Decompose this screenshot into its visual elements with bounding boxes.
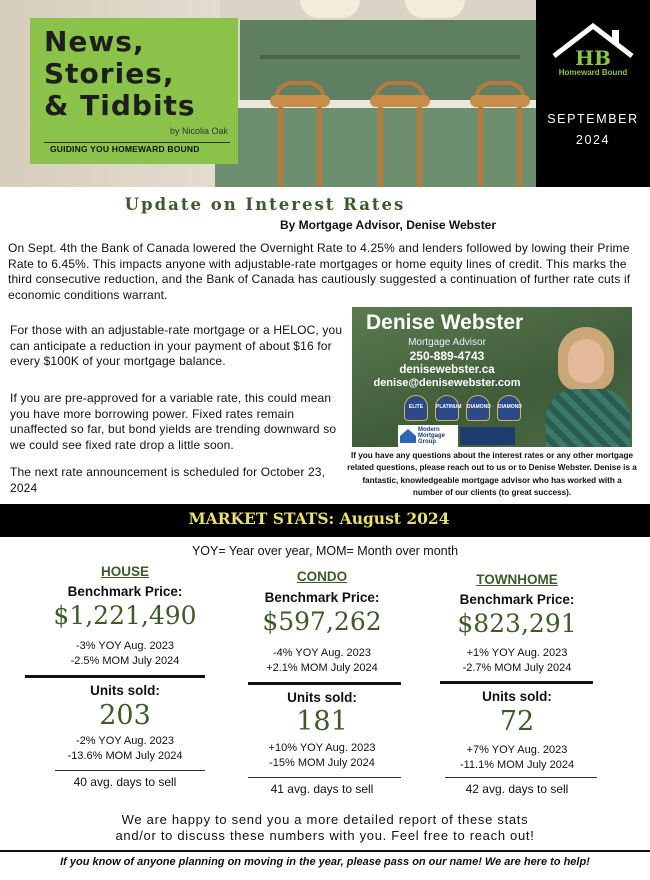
award-badge-icon: PLATINUM xyxy=(435,395,459,421)
price-yoy: -3% YOY Aug. 2023 xyxy=(75,640,175,652)
tagline: GUIDING YOU HOMEWARD BOUND xyxy=(50,144,200,154)
article-paragraph: The next rate announcement is scheduled for October 23, 2024 xyxy=(10,465,326,495)
award-badge-icon: DIAMOND xyxy=(497,395,521,421)
advisor-email: denise@denisewebster.com xyxy=(373,377,521,389)
article-title: Update on Interest Rates xyxy=(124,195,406,214)
issue-year: 2024 xyxy=(575,133,611,147)
divider xyxy=(440,681,593,684)
divider xyxy=(55,770,205,771)
days-to-sell: 40 avg. days to sell xyxy=(73,775,177,789)
condo-stats xyxy=(212,0,432,880)
units-mom: -11.1% MOM July 2024 xyxy=(459,759,575,771)
advisor-phone: 250-889-4743 xyxy=(409,349,485,363)
divider xyxy=(0,850,650,852)
units-sold: 72 xyxy=(499,706,535,737)
price-yoy: +1% YOY Aug. 2023 xyxy=(466,647,568,659)
award-badge-icon: ELITE xyxy=(404,395,428,421)
divider xyxy=(248,777,401,778)
units-yoy: +7% YOY Aug. 2023 xyxy=(466,744,568,756)
advisor-website: denisewebster.ca xyxy=(399,364,495,376)
divider xyxy=(445,777,597,778)
benchmark-label: Benchmark Price: xyxy=(67,584,183,599)
units-mom: -13.6% MOM July 2024 xyxy=(67,750,183,762)
issue-month: SEPTEMBER xyxy=(547,112,639,126)
units-yoy: +10% YOY Aug. 2023 xyxy=(268,742,376,754)
award-badge-icon: DIAMOND xyxy=(466,395,490,421)
price-mom: -2.5% MOM July 2024 xyxy=(70,655,180,667)
closing-message: We are happy to send you a more detailed report of these stats and/or to discuss these numbers with you. Feel free to reach out! xyxy=(115,812,535,843)
units-label: Units sold: xyxy=(90,683,160,698)
article-author: By Mortgage Advisor, Denise Webster xyxy=(279,218,497,232)
units-sold: 181 xyxy=(296,706,348,737)
logo-text: Homeward Bound xyxy=(558,68,628,77)
units-label: Units sold: xyxy=(482,689,552,704)
article-intro: On Sept. 4th the Bank of Canada lowered the Overnight Rate to 4.25% and lenders followed by lowing their Prime Rate to 6.45%. This impacts anyone with adjustable-rate mortgages or home equity lines of credit. This marks the third consecutive reduction, and the Bank of Canada has cautiously suggested a continuation of further rate cuts if economic conditions warrant. xyxy=(8,241,631,302)
market-stats-title: MARKET STATS: August 2024 xyxy=(188,509,450,528)
stats-legend: YOY= Year over year, MOM= Month over month xyxy=(191,544,459,558)
company-logo: Modern Mortgage Group xyxy=(398,425,458,447)
townhome-stats xyxy=(407,0,627,880)
article-paragraph: For those with an adjustable-rate mortgage or a HELOC, you can anticipate a reduction in your payment of about $16 for every $100K of your mortgage balance. xyxy=(10,323,343,368)
units-mom: -15% MOM July 2024 xyxy=(269,757,375,769)
advisor-name: Denise Webster xyxy=(366,311,524,334)
advisor-role: Mortgage Advisor xyxy=(408,337,486,348)
ad-caption: If you have any questions about the interest rates or any other mortgage related questions, please reach out to us or to Denise Webster. Denise is a fantastic, knowledgeable mortgage advisor who has worked with a number of our clients (to great success). xyxy=(347,451,637,498)
benchmark-label: Benchmark Price: xyxy=(459,592,575,607)
column-title: TOWNHOME xyxy=(476,572,558,587)
footer-note: If you know of anyone planning on moving in the year, please pass on our name! We are here to help! xyxy=(60,856,590,868)
article-paragraph: If you are pre-approved for a variable rate, this could mean you have more borrowing power. Fixed rates remain unaffected so far, but bond yields are trending downward so we could see fixed rate drop a little soon. xyxy=(10,391,337,452)
divider xyxy=(248,682,401,685)
column-title: CONDO xyxy=(296,569,348,584)
units-sold: 203 xyxy=(99,700,151,731)
logo-letters: HB xyxy=(575,46,611,70)
benchmark-price: $823,291 xyxy=(457,609,577,638)
divider xyxy=(25,675,205,678)
newsletter-title: News, Stories, & Tidbits xyxy=(44,25,196,122)
units-yoy: -2% YOY Aug. 2023 xyxy=(75,735,175,747)
benchmark-label: Benchmark Price: xyxy=(264,590,380,605)
byline: by Nicolia Oak xyxy=(169,126,228,136)
price-yoy: -4% YOY Aug. 2023 xyxy=(272,647,372,659)
days-to-sell: 42 avg. days to sell xyxy=(465,782,569,796)
benchmark-price: $1,221,490 xyxy=(53,601,197,630)
house-stats xyxy=(15,0,235,880)
days-to-sell: 41 avg. days to sell xyxy=(270,782,374,796)
price-mom: +2.1% MOM July 2024 xyxy=(266,662,378,674)
price-mom: -2.7% MOM July 2024 xyxy=(462,662,572,674)
column-title: HOUSE xyxy=(100,564,149,579)
units-label: Units sold: xyxy=(287,690,357,705)
benchmark-price: $597,262 xyxy=(262,607,382,636)
